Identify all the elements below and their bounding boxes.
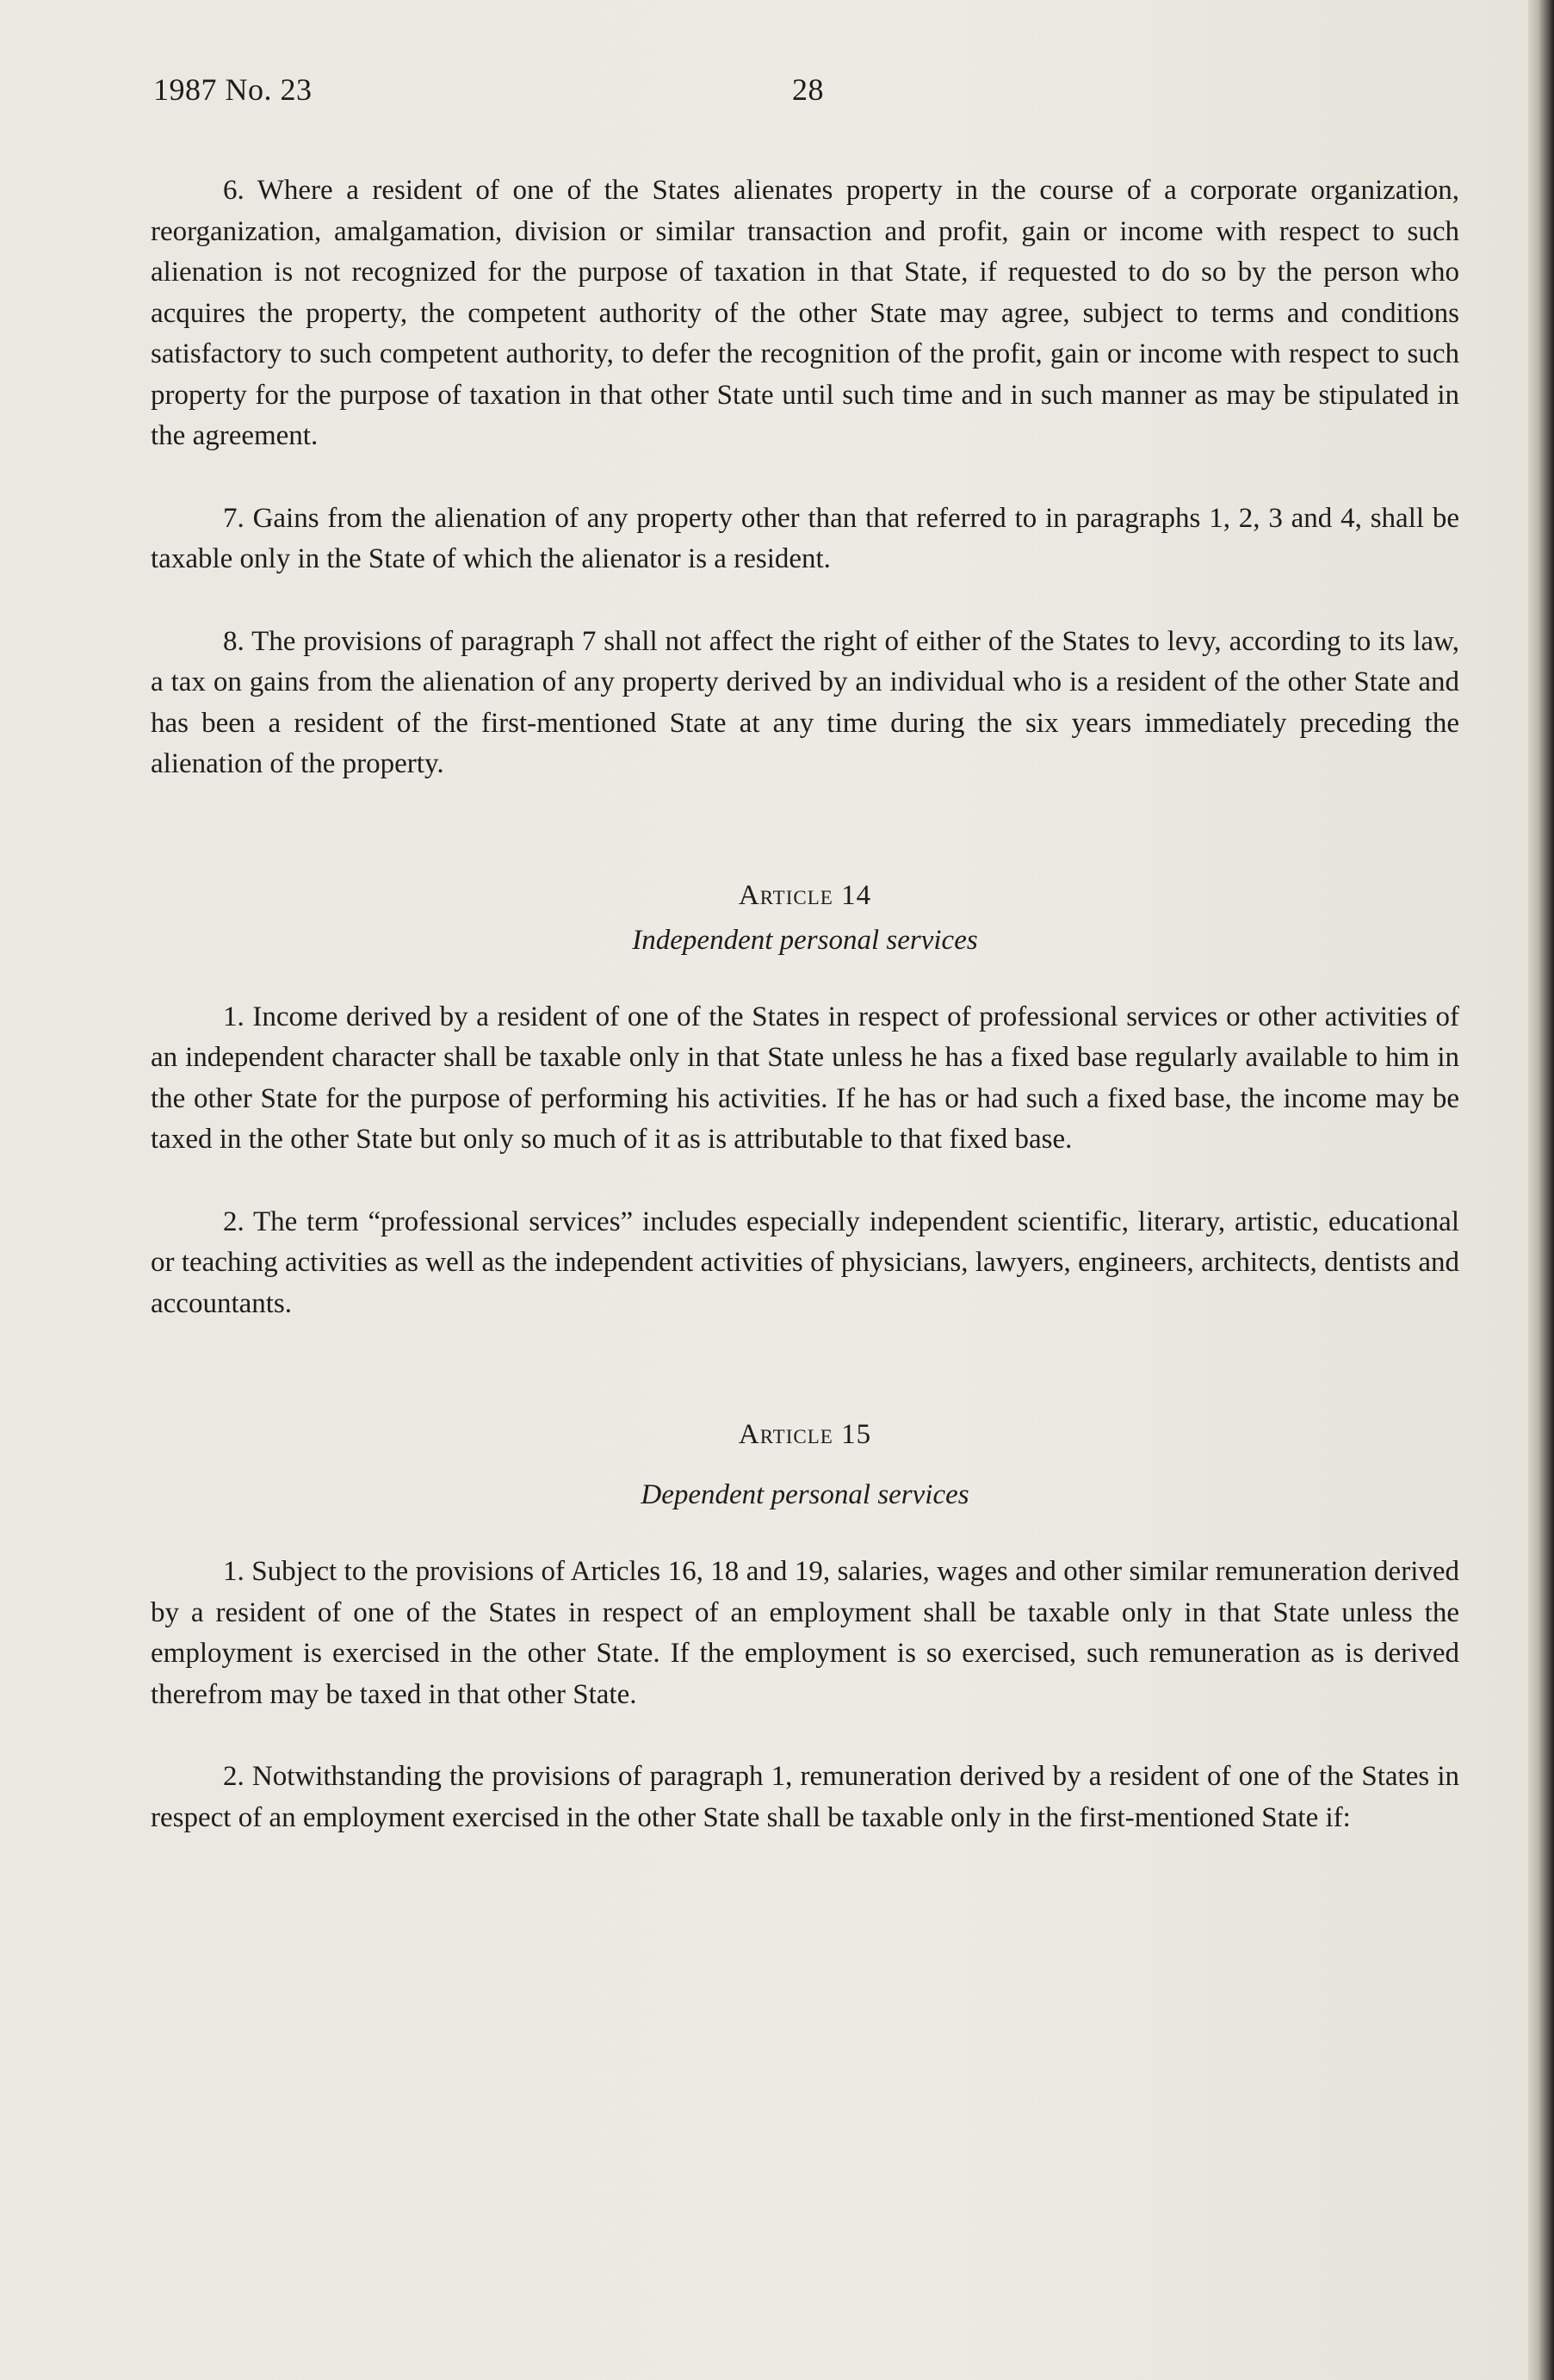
- article-15-heading: Article 15: [738, 1419, 872, 1450]
- article-14-paragraph-1: [151, 997, 1459, 1161]
- paragraph-8: [151, 622, 1459, 785]
- article-15-paragraph-1: [151, 1552, 1459, 1715]
- paragraph-text: Income derived by a resident of one of the States in respect of professional services or other activities of an independent character shall be taxable only in that State unless he has a fixed base regularly available to him in the other State for the purpose of performing his activities. If he has or had such a fixed base, the income may be taxed in the other State but only so much of it as is attributable to that fixed base.: [151, 1001, 1459, 1155]
- document-body: [151, 170, 1459, 1880]
- paragraph-text: Gains from the alienation of any property other than that referred to in paragraphs 1, 2, 3 and 4, shall be taxable only in the State of which the alienator is a resident.: [151, 502, 1460, 574]
- paragraph-number: 6.: [223, 175, 245, 206]
- article-14-title: Independent personal services: [632, 924, 978, 956]
- paragraph-number: 1.: [223, 1001, 245, 1032]
- publication-reference: 1987 No. 23: [153, 72, 313, 107]
- paragraph-text: Notwithstanding the provisions of paragraph 1, remuneration derived by a resident of one of the States in respect of an employment exercised in the other State shall be taxable only in the first-mentioned State if:: [151, 1761, 1459, 1833]
- paragraph-number: 8.: [223, 625, 245, 657]
- paragraph-number: 2.: [223, 1205, 245, 1237]
- paragraph-text: The term “professional services” includes especially independent scientific, literary, artistic, educational or teaching activities as well as the independent activities of physicians, lawyers, engineers, architects, dentists and accountants.: [151, 1205, 1459, 1319]
- article-15-title: Dependent personal services: [641, 1479, 969, 1510]
- paragraph-7: [151, 499, 1459, 580]
- paragraph-text: The provisions of paragraph 7 shall not affect the right of either of the States to levy, according to its law, a tax on gains from the alienation of any property derived by an individual who is a resident of the other State and has been a resident of the first-mentioned State at any time during the six years immediately preceding the alienation of the property.: [151, 625, 1459, 779]
- paragraph-6: [151, 170, 1459, 457]
- article-14-paragraph-2: [151, 1202, 1459, 1325]
- paragraph-text: Where a resident of one of the States alienates property in the course of a corporate organization, reorganization, amalgamation, division or similar transaction and profit, gain or income with respect to such alienation is not recognized for the purpose of taxation in that State, if requested to do so by the person who acquires the property, the competent authority of the other State may agree, subject to terms and conditions satisfactory to such competent authority, to defer the recognition of the profit, gain or income with respect to such property for the purpose of taxation in that other State until such time and in such manner as may be stipulated in the agreement.: [151, 175, 1460, 451]
- paragraph-number: 1.: [223, 1556, 245, 1587]
- paragraph-number: 2.: [223, 1761, 245, 1792]
- article-15-paragraph-2: [151, 1757, 1459, 1838]
- page-number: 28: [792, 72, 824, 107]
- paragraph-number: 7.: [223, 502, 245, 534]
- book-spine-edge: [1528, 0, 1554, 2380]
- article-14-heading: Article 14: [738, 879, 872, 911]
- paragraph-text: Subject to the provisions of Articles 16, 18 and 19, salaries, wages and other similar remuneration derived by a resident of one of the States in respect of an employment shall be taxable only in that State unless the employment is exercised in the other State. If the employment is so exercised, such remuneration as is derived therefrom may be taxed in that other State.: [151, 1556, 1460, 1710]
